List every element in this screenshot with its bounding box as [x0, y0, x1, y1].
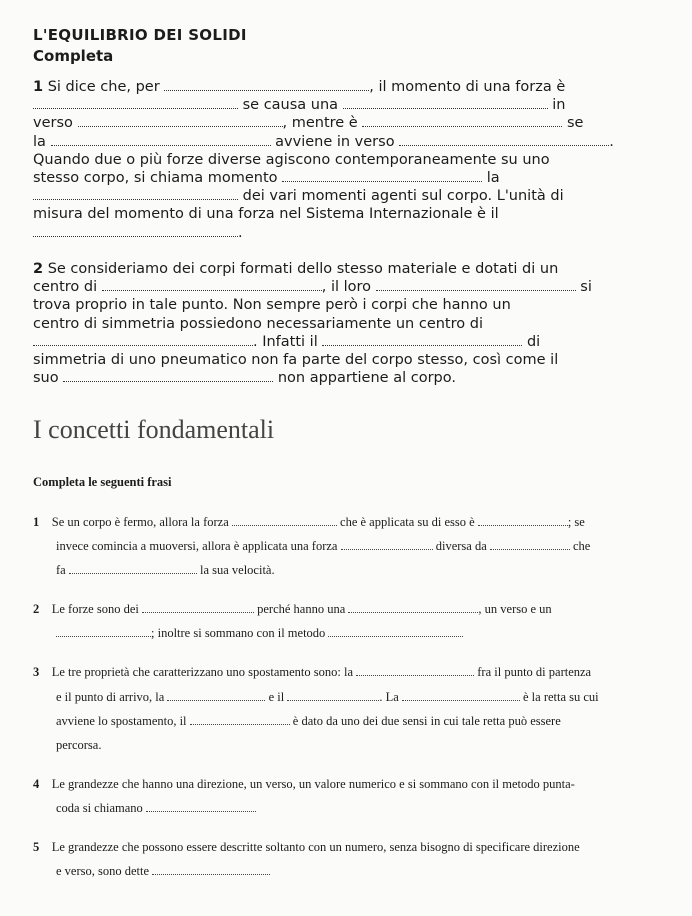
blank-field[interactable]	[33, 333, 253, 346]
blank-field[interactable]	[56, 626, 151, 637]
blank-field[interactable]	[282, 169, 482, 182]
exercise-2	[33, 260, 633, 387]
item-number: 4	[33, 777, 40, 791]
text: Le grandezze che possono essere descritte soltanto con un numero, senza bisogno di specificare direzione	[51, 840, 580, 854]
text: la sua velocità.	[199, 563, 275, 577]
text: se	[566, 115, 584, 132]
section-heading: I concetti fondamentali	[33, 415, 275, 444]
blank-field[interactable]	[348, 602, 478, 613]
text: , il loro	[321, 279, 372, 296]
text: e il	[268, 690, 285, 704]
text: e il punto di arrivo, la	[56, 690, 165, 704]
blank-field[interactable]	[164, 78, 369, 91]
blank-field[interactable]	[69, 563, 197, 574]
blank-field[interactable]	[322, 333, 522, 346]
blank-field[interactable]	[362, 114, 562, 127]
text: non appartiene al corpo.	[277, 370, 456, 387]
text: perché hanno una	[257, 602, 346, 616]
blank-field[interactable]	[341, 539, 433, 550]
text: centro di	[33, 279, 98, 296]
blank-field[interactable]	[142, 602, 254, 613]
text: e verso, sono dette	[56, 864, 150, 878]
text: Le tre proprietà che caratterizzano uno spostamento sono: la	[51, 665, 354, 679]
text: si	[580, 279, 592, 296]
blank-field[interactable]	[190, 714, 290, 725]
exercise-subtitle: Completa	[33, 47, 114, 65]
blank-field[interactable]	[78, 114, 283, 127]
blank-field[interactable]	[152, 864, 270, 875]
text: percorsa.	[56, 738, 102, 752]
blank-field[interactable]	[328, 626, 463, 637]
text: di	[526, 333, 541, 350]
sentence-2-line-1	[33, 602, 643, 617]
text: dei vari momenti agenti sul corpo. L'unità di	[242, 188, 564, 205]
text: la	[33, 133, 46, 150]
text: . Infatti il	[253, 333, 318, 350]
text: che	[573, 539, 591, 553]
sentence-1-line-2	[56, 539, 643, 554]
text: , un verso e un	[478, 602, 552, 616]
text: .	[238, 224, 243, 241]
text: fra il punto di partenza	[477, 665, 592, 679]
sentence-3-line-1	[33, 665, 643, 680]
blank-field[interactable]	[146, 801, 256, 812]
blank-field[interactable]	[33, 224, 238, 237]
text: diversa da	[435, 539, 487, 553]
sentence-3-line-2	[56, 690, 643, 705]
text: che è applicata su di esso è	[340, 515, 475, 529]
blank-field[interactable]	[399, 133, 609, 146]
item-number: 2	[33, 602, 40, 616]
text: è dato da uno dei due sensi in cui tale retta può essere	[292, 714, 561, 728]
section-instruction: Completa le seguenti frasi	[33, 475, 172, 489]
text: Se consideriamo dei corpi formati dello stesso materiale e dotati di un	[47, 261, 559, 277]
text: . La	[379, 690, 399, 704]
text: centro di simmetria possiedono necessariamente un centro di	[33, 315, 483, 332]
sentence-5-line-2	[56, 864, 643, 879]
text: Si dice che, per	[47, 79, 160, 95]
sentence-4-line-2	[56, 801, 643, 816]
text: fa	[56, 563, 66, 577]
blank-field[interactable]	[376, 278, 576, 291]
text: misura del momento di una forza nel Sistema Internazionale è il	[33, 206, 499, 223]
text: .	[609, 133, 614, 150]
blank-field[interactable]	[51, 133, 271, 146]
sentence-5-line-1	[33, 840, 643, 855]
text: verso	[33, 115, 73, 132]
text: avviene in verso	[275, 133, 395, 150]
text: , mentre è	[282, 115, 358, 132]
blank-field[interactable]	[287, 690, 379, 701]
blank-field[interactable]	[167, 690, 265, 701]
sentence-1-line-3	[56, 563, 643, 578]
blank-field[interactable]	[63, 369, 273, 382]
item-number: 3	[33, 665, 40, 679]
item-number: 5	[33, 840, 40, 854]
text: in	[552, 97, 566, 114]
sentence-2-line-2	[56, 626, 643, 641]
exercise-number: 2	[33, 261, 44, 277]
text: Le forze sono dei	[51, 602, 139, 616]
text: Quando due o più forze diverse agiscono contemporaneamente su uno	[33, 151, 550, 168]
blank-field[interactable]	[478, 515, 568, 526]
text: Se un corpo è fermo, allora la forza	[51, 515, 229, 529]
text: invece comincia a muoversi, allora è applicata una forza	[56, 539, 338, 553]
blank-field[interactable]	[490, 539, 570, 550]
sentence-3-line-3	[56, 714, 643, 729]
page-title: L'EQUILIBRIO DEI SOLIDI	[33, 26, 247, 44]
blank-field[interactable]	[343, 96, 548, 109]
sentence-1-line-1	[33, 515, 643, 530]
text: coda si chiamano	[56, 801, 143, 815]
text: trova proprio in tale punto. Non sempre però i corpi che hanno un	[33, 297, 511, 314]
sentence-3-line-4	[56, 738, 643, 753]
text: Le grandezze che hanno una direzione, un verso, un valore numerico e si sommano con il metodo punta-	[51, 777, 575, 791]
text: simmetria di uno pneumatico non fa parte del corpo stesso, così come il	[33, 351, 559, 368]
text: suo	[33, 370, 59, 387]
text: stesso corpo, si chiama momento	[33, 169, 278, 186]
blank-field[interactable]	[33, 96, 238, 109]
blank-field[interactable]	[356, 665, 474, 676]
text: se causa una	[242, 97, 339, 114]
text: ; se	[567, 515, 585, 529]
sentence-4-line-1	[33, 777, 643, 792]
text: la	[486, 169, 500, 186]
blank-field[interactable]	[33, 187, 238, 200]
text: avviene lo spostamento, il	[56, 714, 187, 728]
exercise-number: 1	[33, 79, 44, 95]
text: , il momento di una forza è	[369, 79, 566, 95]
exercise-1	[33, 78, 633, 242]
blank-field[interactable]	[102, 278, 322, 291]
text: ; inoltre si sommano con il metodo	[151, 626, 326, 640]
item-number: 1	[33, 515, 40, 529]
blank-field[interactable]	[232, 515, 337, 526]
blank-field[interactable]	[402, 690, 520, 701]
text: è la retta su cui	[523, 690, 599, 704]
